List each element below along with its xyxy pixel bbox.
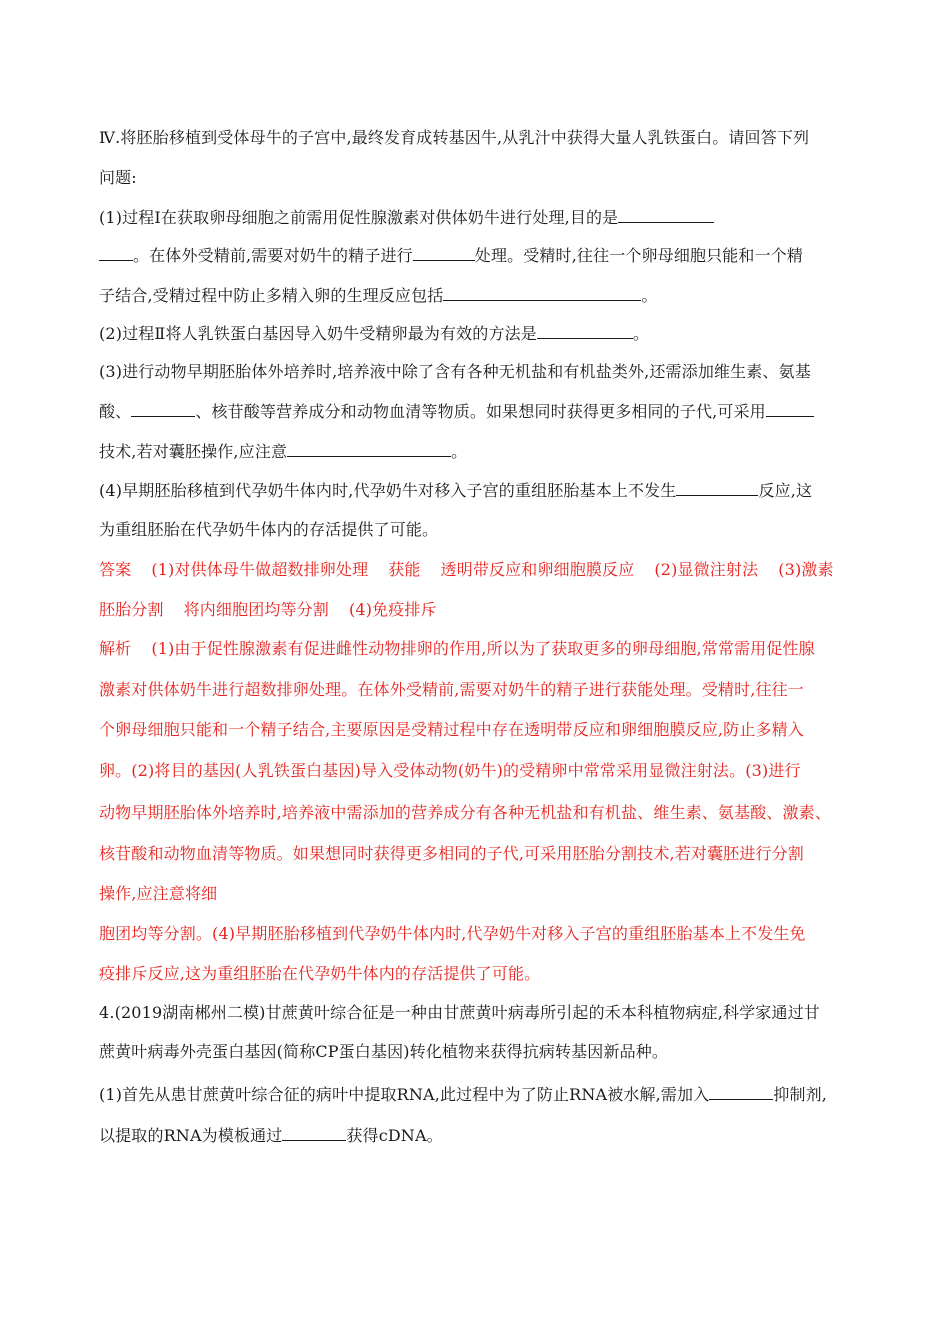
question-3-line: 酸、 、核苷酸等营养成分和动物血清等物质。如果想同时获得更多相同的子代,可采用 [99,400,814,424]
question-1-line: 子结合,受精过程中防止多精入卵的生理反应包括 。 [99,286,658,305]
explanation-line: 个卵母细胞只能和一个精子结合,主要原因是受精过程中存在透明带反应和卵细胞膜反应,防止多精入 [99,720,804,739]
explanation-line: 解析 (1)由于促性腺激素有促进雌性动物排卵的作用,所以为了获取更多的卵母细胞,常常需用促性腺 [99,639,815,658]
answer-blank[interactable] [287,441,451,457]
answer-blank[interactable] [443,285,641,301]
question-text-line: 问题: [99,168,137,187]
question-1-line: 。在体外受精前,需要对奶牛的精子进行 处理。受精时,往往一个卵母细胞只能和一个精 [99,244,803,268]
answer-blank[interactable] [709,1084,773,1100]
question-2-line: (2)过程Ⅱ将人乳铁蛋白基因导入奶牛受精卵最为有效的方法是 。 [99,324,650,343]
explanation-line: 激素对供体奶牛进行超数排卵处理。在体外受精前,需要对奶牛的精子进行获能处理。受精时,往往一 [99,680,804,699]
explanation-line: 胞团均等分割。(4)早期胚胎移植到代孕奶牛体内时,代孕奶牛对移入子宫的重组胚胎基本上不发生免 [99,924,806,943]
answer-line: 答案 (1)对供体母牛做超数排卵处理 获能 透明带反应和卵细胞膜反应 (2)显微注射法 (3)激素 [99,560,834,579]
question-1-line: (1)过程Ⅰ在获取卵母细胞之前需用促性腺激素对供体奶牛进行处理,目的是 [99,206,714,230]
answer-blank[interactable] [413,245,475,261]
question-1-line: 以提取的RNA为模板通过 获得cDNA。 [99,1126,443,1145]
question-text-line: 蔗黄叶病毒外壳蛋白基因(简称CP蛋白基因)转化植物来获得抗病转基因新品种。 [99,1042,669,1061]
answer-blank[interactable] [618,207,714,223]
question-1-line: (1)首先从患甘蔗黄叶综合征的病叶中提取RNA,此过程中为了防止RNA被水解,需加入 抑制剂, [99,1085,828,1104]
answer-blank[interactable] [282,1125,346,1141]
question-4-line: 为重组胚胎在代孕奶牛体内的存活提供了可能。 [99,520,439,539]
answer-blank[interactable] [99,245,133,261]
explanation-label: 解析 [99,639,132,658]
explanation-line: 卵。(2)将目的基因(人乳铁蛋白基因)导入受体动物(奶牛)的受精卵中常常采用显微注射法。(3)进行 [99,761,801,780]
question-text-line: 4.(2019湖南郴州二模)甘蔗黄叶综合征是一种由甘蔗黄叶病毒所引起的禾本科植物病症,科学家通过甘 [99,1003,820,1022]
question-4-line: (4)早期胚胎移植到代孕奶牛体内时,代孕奶牛对移入子宫的重组胚胎基本上不发生 反应,这 [99,481,813,500]
answer-line: 胚胎分割 将内细胞团均等分割 (4)免疫排斥 [99,600,437,619]
explanation-line: 动物早期胚胎体外培养时,培养液中需添加的营养成分有各种无机盐和有机盐、维生素、氨基酸、激素、 [99,803,831,822]
question-3-line: (3)进行动物早期胚胎体外培养时,培养液中除了含有各种无机盐和有机盐类外,还需添加维生素、氨基 [99,362,811,381]
explanation-line: 操作,应注意将细 [99,884,218,903]
explanation-line: 核苷酸和动物血清等物质。如果想同时获得更多相同的子代,可采用胚胎分割技术,若对囊胚进行分割 [99,844,804,863]
answer-blank[interactable] [131,401,195,417]
answer-blank[interactable] [537,323,633,339]
answer-blank[interactable] [676,480,758,496]
explanation-line: 疫排斥反应,这为重组胚胎在代孕奶牛体内的存活提供了可能。 [99,964,541,983]
answer-blank[interactable] [766,401,814,417]
question-3-line: 技术,若对囊胚操作,应注意 。 [99,442,468,461]
answer-label: 答案 [99,560,132,579]
question-text-line: Ⅳ.将胚胎移植到受体母牛的子宫中,最终发育成转基因牛,从乳汁中获得大量人乳铁蛋白。请回答下列 [99,128,810,147]
